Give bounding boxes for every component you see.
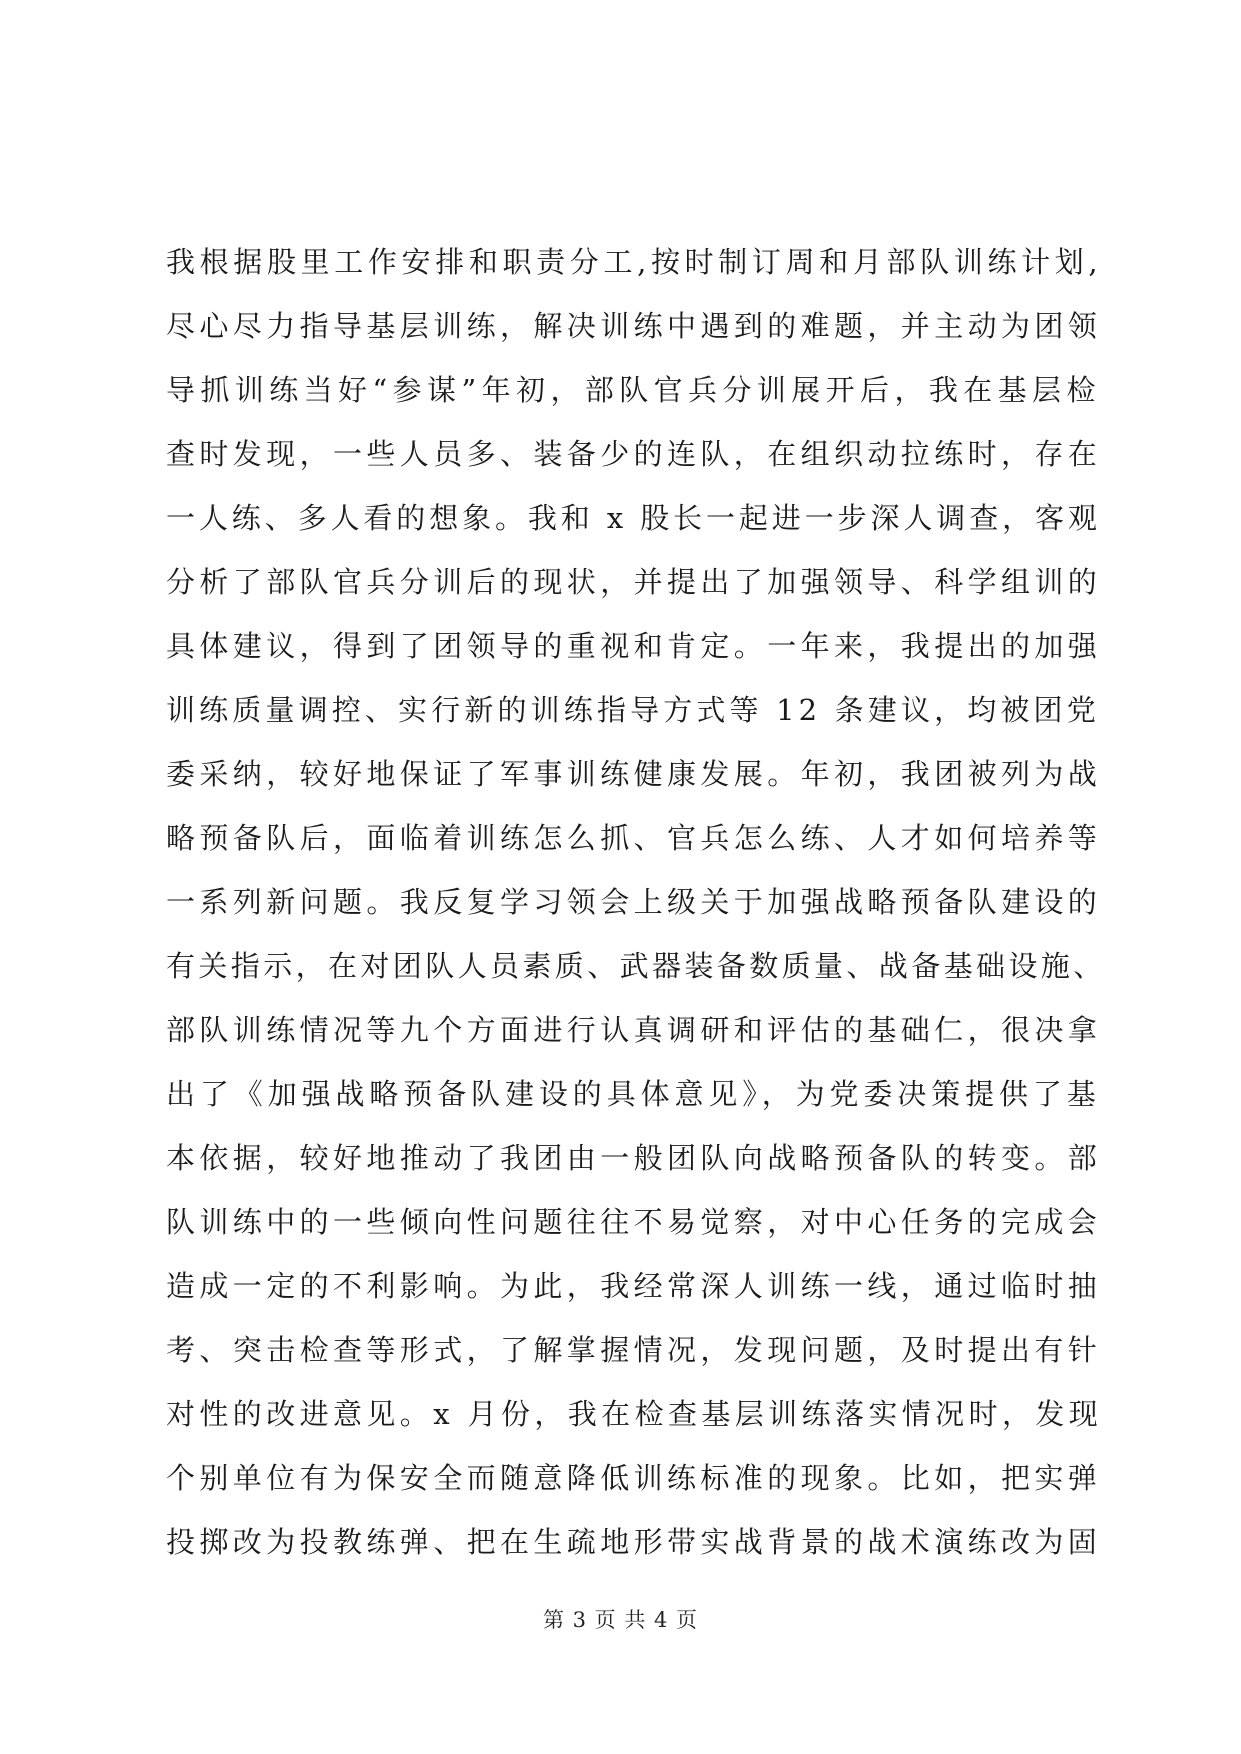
text-line: 委采纳，较好地保证了军事训练健康发展。年初，我团被列为战 xyxy=(166,757,1102,791)
text-line: 一人练、多人看的想象。我和 x 股长一起进一步深人调查，客观 xyxy=(166,501,1101,535)
text-line: 略预备队后，面临着训练怎么抓、官兵怎么练、人才如何培养等 xyxy=(166,821,1102,855)
text-line: 有关指示，在对团队人员素质、武器装备数质量、战备基础设施、 xyxy=(166,949,1106,983)
body-text xyxy=(166,230,1106,1574)
text-line: 尽心尽力指导基层训练，解决训练中遇到的难题，并主动为团领 xyxy=(166,309,1102,343)
text-line: 部队训练情况等九个方面进行认真调研和评估的基础仁，很决拿 xyxy=(166,1013,1102,1047)
text-line: 出了《加强战略预备队建设的具体意见》，为党委决策提供了基 xyxy=(166,1077,1101,1111)
text-line: 个别单位有为保安全而随意降低训练标准的现象。比如，把实弹 xyxy=(166,1461,1102,1495)
text-line: 队训练中的一些倾向性问题往往不易觉察，对中心任务的完成会 xyxy=(166,1205,1102,1239)
text-line: 训练质量调控、实行新的训练指导方式等 12 条建议，均被团党 xyxy=(166,693,1100,727)
text-line: 查时发现，一些人员多、装备少的连队，在组织动拉练时，存在 xyxy=(166,437,1102,471)
text-line: 投掷改为投教练弹、把在生疏地形带实战背景的战术演练改为固 xyxy=(166,1525,1102,1559)
text-line: 分析了部队官兵分训后的现状，并提出了加强领导、科学组训的 xyxy=(166,565,1102,599)
text-line: 我根据股里工作安排和职责分工,按时制订周和月部队训练计划, xyxy=(166,245,1103,279)
text-line: 造成一定的不利影响。为此，我经常深人训练一线，通过临时抽 xyxy=(166,1269,1102,1303)
text-line: 导抓训练当好“参谋”年初，部队官兵分训展开后，我在基层检 xyxy=(166,373,1101,407)
text-line: 具体建议，得到了团领导的重视和肯定。一年来，我提出的加强 xyxy=(166,629,1102,663)
text-line: 本依据，较好地推动了我团由一般团队向战略预备队的转变。部 xyxy=(166,1141,1102,1175)
page-footer: 第 3 页 共 4 页 xyxy=(542,1608,699,1632)
text-line: 对性的改进意见。x 月份，我在检查基层训练落实情况时，发现 xyxy=(166,1397,1103,1431)
text-line: 一系列新问题。我反复学习领会上级关于加强战略预备队建设的 xyxy=(166,885,1102,919)
text-line: 考、突击检查等形式，了解掌握情况，发现问题，及时提出有针 xyxy=(166,1333,1102,1367)
